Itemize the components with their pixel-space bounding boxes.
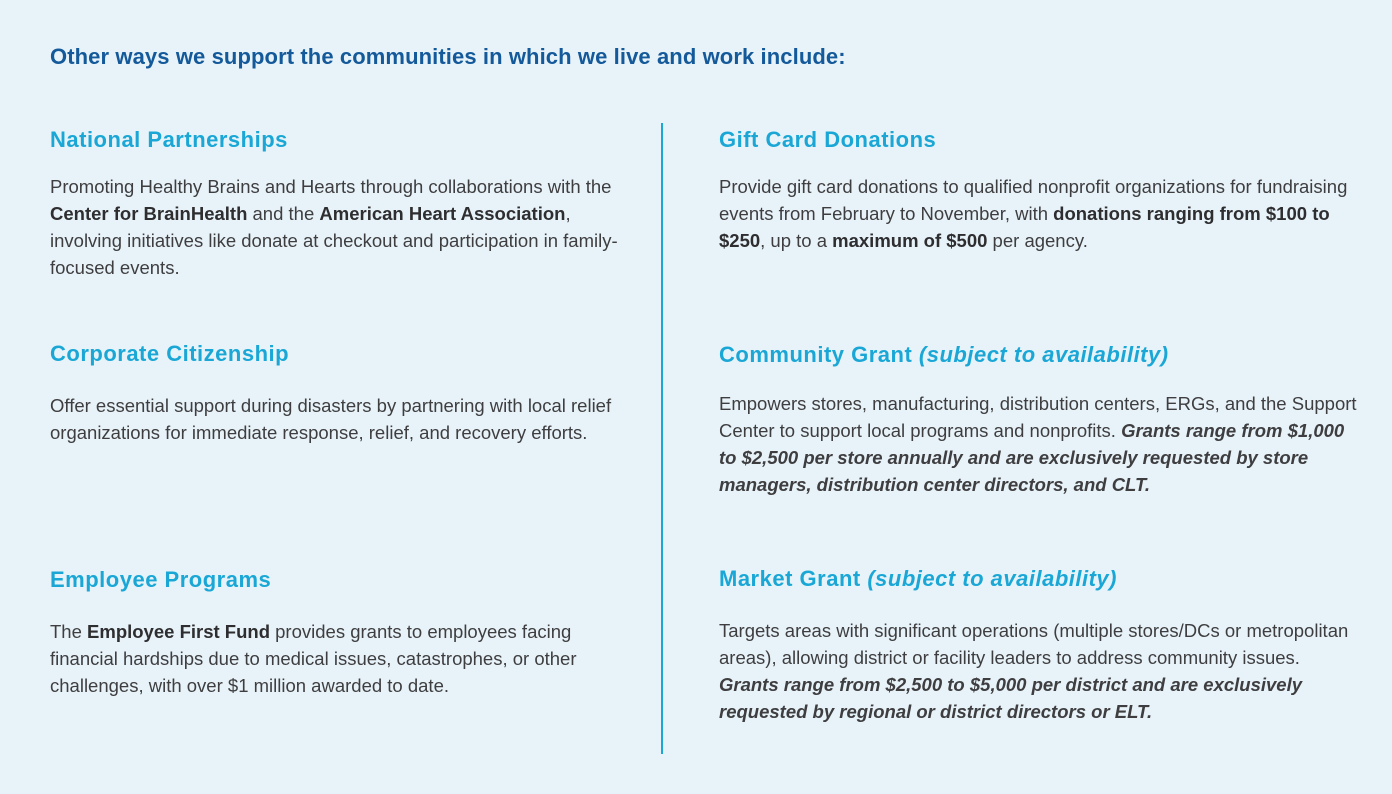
- market-grant-label: Market Grant: [719, 566, 868, 591]
- body-text: , up to a: [760, 230, 833, 251]
- grant-range-note: Grants range from $2,500 to $5,000 per district and are exclusively requested by regional or district directors or ELT.: [719, 674, 1303, 722]
- body-text: Provide gift card donations to qualified nonprofit organizations for fundraising events from February to November, with: [719, 176, 1348, 224]
- market-grant-section: [719, 564, 1359, 725]
- national-partnerships-section: [50, 125, 630, 281]
- gift-card-donations-body: [719, 173, 1359, 254]
- center-for-brainhealth: Center for BrainHealth: [50, 203, 248, 224]
- grant-range-note: Grants range from $1,000 to $2,500 per store annually and are exclusively requested by store managers, distribution center directors, and CLT.: [719, 420, 1345, 495]
- national-partnerships-body: [50, 173, 630, 281]
- body-text: and the: [247, 203, 320, 224]
- body-text: Targets areas with significant operations (multiple stores/DCs or metropolitan areas), allowing district or facility leaders to address community issues.: [719, 620, 1349, 668]
- employee-first-fund: Employee First Fund: [87, 621, 270, 642]
- corporate-citizenship-body: Offer essential support during disasters by partnering with local relief organizations for immediate response, relief, and recovery efforts.: [50, 395, 612, 443]
- employee-programs-section: [50, 565, 630, 699]
- donation-range: donations ranging from $100 to $250: [719, 203, 1330, 251]
- body-text: Promoting Healthy Brains and Hearts through collaborations with the: [50, 176, 612, 197]
- employee-programs-body: [50, 618, 630, 699]
- corporate-citizenship-title: Corporate Citizenship: [50, 341, 290, 366]
- availability-note: (subject to availability): [867, 566, 1117, 591]
- body-text: provides grants to employees facing financial hardships due to medical issues, catastrophes, or other challenges, with over $1 million awarded to date.: [50, 621, 577, 696]
- gift-card-donations-section: [719, 125, 1359, 254]
- market-grant-body: [719, 617, 1359, 725]
- donation-maximum: maximum of $500: [832, 230, 988, 251]
- column-divider: [661, 123, 663, 754]
- community-grant-title: [719, 340, 1359, 370]
- availability-note: (subject to availability): [918, 342, 1169, 367]
- body-text: The: [50, 621, 88, 642]
- market-grant-title: [719, 564, 1359, 594]
- community-grant-body: [719, 390, 1359, 498]
- body-text: , involving initiatives like donate at checkout and participation in family-focused events.: [50, 203, 618, 278]
- gift-card-donations-title: Gift Card Donations: [719, 127, 937, 152]
- body-text: per agency.: [987, 230, 1088, 251]
- american-heart-association: American Heart Association: [319, 203, 566, 224]
- national-partnerships-title: National Partnerships: [50, 127, 288, 152]
- community-grant-label: Community Grant: [719, 342, 919, 367]
- community-grant-section: [719, 340, 1359, 498]
- corporate-citizenship-section: [50, 339, 630, 446]
- body-text: Empowers stores, manufacturing, distribution centers, ERGs, and the Support Center to support local programs and nonprofits.: [719, 393, 1357, 441]
- employee-programs-title: Employee Programs: [50, 567, 272, 592]
- intro-heading: Other ways we support the communities in which we live and work include:: [50, 44, 846, 69]
